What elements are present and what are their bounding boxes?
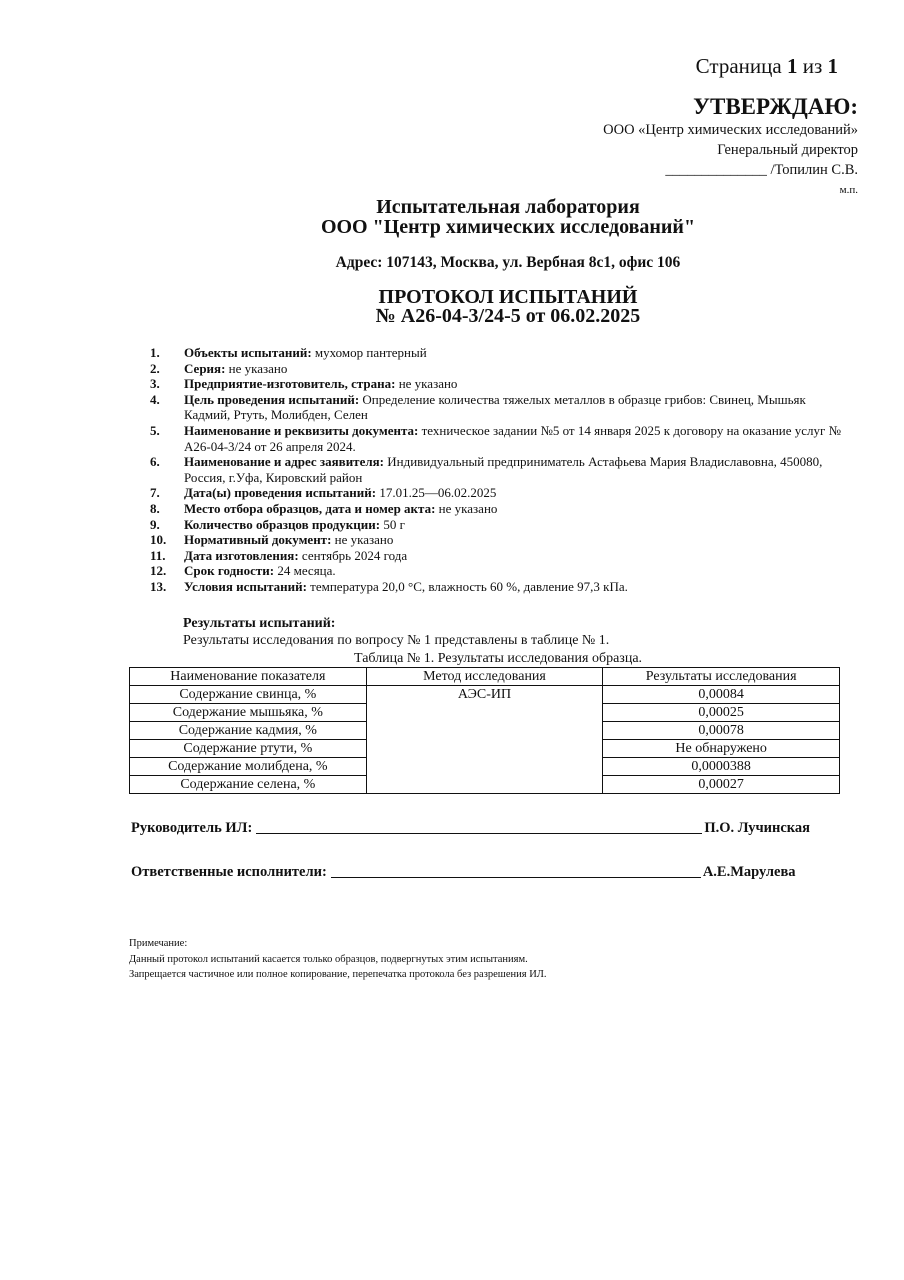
item-text: [184, 454, 850, 485]
item-text: [184, 376, 850, 392]
header-result: Результаты исследования: [603, 668, 840, 686]
item-number: 4.: [150, 391, 160, 407]
indicator-cell: Содержание молибдена, %: [130, 758, 367, 776]
table-header-row: [130, 668, 840, 686]
item-value: мухомор пантерный: [311, 345, 427, 360]
protocol-title: ПРОТОКОЛ ИСПЫТАНИЙ: [378, 286, 638, 308]
item-value: не указано: [435, 500, 498, 516]
item-text: [184, 501, 850, 517]
list-item: [150, 517, 850, 533]
page-number: [696, 54, 838, 79]
item-label: Серия:: [184, 360, 226, 376]
protocol-items-list: [150, 345, 850, 595]
results-title: Результаты испытаний:: [183, 616, 336, 631]
item-label: Предприятие-изготовитель, страна:: [184, 376, 396, 392]
item-number: 5.: [150, 422, 160, 438]
table-row: [130, 686, 840, 704]
list-item: [150, 423, 850, 454]
result-cell: 0,00027: [603, 776, 840, 794]
item-text: [184, 392, 850, 423]
item-text: [184, 517, 850, 533]
indicator-cell: Содержание ртути, %: [130, 740, 367, 758]
item-text: [184, 361, 850, 377]
item-text: [184, 423, 850, 454]
item-text: [184, 563, 850, 579]
signature-executors: [131, 862, 831, 881]
results-table: [129, 667, 840, 794]
page-prefix: Страница: [695, 54, 782, 78]
item-number: 3.: [150, 376, 160, 392]
list-item: [150, 454, 850, 485]
item-label: Объекты испытаний:: [184, 345, 312, 360]
note-line2: Запрещается частичное или полное копирование, перепечатка протокола без разрешения ИЛ.: [129, 969, 547, 980]
indicator-cell: Содержание свинца, %: [130, 686, 367, 704]
item-label: Условия испытаний:: [184, 578, 307, 594]
note-block: [129, 936, 547, 983]
item-value: 24 месяца.: [274, 563, 336, 579]
note-title: Примечание:: [129, 938, 188, 949]
exec-label: Ответственные исполнители:: [131, 864, 327, 880]
item-value: Индивидуальный предприниматель Астафьева Мария Владиславовна, 450080, Россия, г.Уфа, Кировский район: [184, 454, 823, 485]
list-item: [150, 361, 850, 377]
list-item: [150, 548, 850, 564]
item-number: 8.: [150, 500, 160, 516]
results-intro: Результаты исследования по вопросу № 1 представлены в таблице № 1.: [183, 633, 610, 648]
note-line1: Данный протокол испытаний касается только образцов, подвергнутых этим испытаниям.: [129, 953, 528, 965]
header-method: Метод исследования: [366, 668, 603, 686]
method-cell: АЭС-ИП: [366, 686, 603, 794]
list-item: [150, 501, 850, 517]
item-value: 17.01.25—06.02.2025: [376, 485, 497, 501]
approval-org: ООО «Центр химических исследований»: [603, 122, 858, 138]
indicator-cell: Содержание селена, %: [130, 776, 367, 794]
header-indicator: Наименование показателя: [130, 668, 367, 686]
exec-name: А.Е.Марулева: [702, 864, 796, 880]
item-number: 9.: [150, 516, 160, 532]
item-number: 1.: [150, 345, 160, 360]
exec-signature-line: [331, 862, 701, 878]
approval-signature: ______________ /Топилин С.В.: [665, 162, 858, 178]
item-label: Дата(ы) проведения испытаний:: [184, 485, 377, 501]
list-item: [150, 392, 850, 423]
item-label: Наименование и реквизиты документа:: [184, 422, 419, 438]
item-text: [184, 579, 850, 595]
result-cell: 0,00078: [603, 722, 840, 740]
list-item: [150, 563, 850, 579]
table-caption: Таблица № 1. Результаты исследования образца.: [354, 651, 643, 666]
item-number: 6.: [150, 454, 160, 470]
item-text: [184, 532, 850, 548]
head-label: Руководитель ИЛ:: [131, 820, 253, 836]
page-sep: из: [802, 54, 823, 78]
result-cell: 0,00084: [603, 686, 840, 704]
list-item: [150, 579, 850, 595]
item-number: 7.: [150, 485, 160, 501]
indicator-cell: Содержание мышьяка, %: [130, 704, 367, 722]
item-value: техническое задании №5 от 14 января 2025 к договору на оказание услуг № А26-04-3/24 от 26 апреля 2024.: [184, 422, 842, 454]
lab-title-line1: Испытательная лаборатория: [376, 196, 640, 218]
lab-address: Адрес: 107143, Москва, ул. Вербная 8с1, офис 106: [335, 254, 681, 271]
list-item: [150, 376, 850, 392]
item-value: Определение количества тяжелых металлов в образце грибов: Свинец, Мышьяк Кадмий, Ртуть, Молибден, Селен: [184, 391, 806, 423]
lab-title-line2: ООО "Центр химических исследований": [320, 216, 696, 238]
list-item: [150, 485, 850, 501]
item-value: не указано: [225, 360, 288, 376]
item-text: [184, 485, 850, 501]
item-label: Нормативный документ:: [184, 532, 332, 548]
item-number: 10.: [150, 532, 167, 548]
approval-position: Генеральный директор: [717, 142, 858, 158]
item-number: 11.: [150, 547, 166, 563]
item-label: Место отбора образцов, дата и номер акта:: [184, 500, 436, 516]
item-value: сентябрь 2024 года: [298, 547, 408, 563]
item-value: 50 г: [380, 516, 405, 532]
item-label: Срок годности:: [184, 563, 275, 579]
item-number: 12.: [150, 563, 167, 579]
approval-title: УТВЕРЖДАЮ:: [693, 94, 858, 119]
item-label: Количество образцов продукции:: [184, 516, 381, 532]
item-number: 2.: [150, 360, 160, 376]
list-item: [150, 532, 850, 548]
head-name: П.О. Лучинская: [704, 820, 810, 836]
signature-head: [131, 818, 831, 837]
item-value: температура 20,0 °С, влажность 60 %, давление 97,3 кПа.: [306, 578, 628, 594]
item-label: Цель проведения испытаний:: [184, 391, 360, 407]
head-signature-line: [256, 818, 702, 834]
indicator-cell: Содержание кадмия, %: [130, 722, 367, 740]
item-number: 13.: [150, 578, 167, 594]
item-value: не указано: [331, 532, 394, 548]
item-text: [184, 548, 850, 564]
approval-stamp-mark: м.п.: [839, 184, 858, 196]
page-current: 1: [786, 54, 798, 78]
list-item: [150, 345, 850, 361]
protocol-number: № А26-04-3/24-5 от 06.02.2025: [375, 305, 641, 327]
item-text: [184, 345, 850, 361]
item-value: не указано: [395, 376, 458, 392]
result-cell: Не обнаружено: [603, 740, 840, 758]
result-cell: 0,00025: [603, 704, 840, 722]
page-total: 1: [827, 54, 838, 78]
result-cell: 0,0000388: [603, 758, 840, 776]
item-label: Дата изготовления:: [184, 547, 299, 563]
item-label: Наименование и адрес заявителя:: [184, 454, 384, 470]
